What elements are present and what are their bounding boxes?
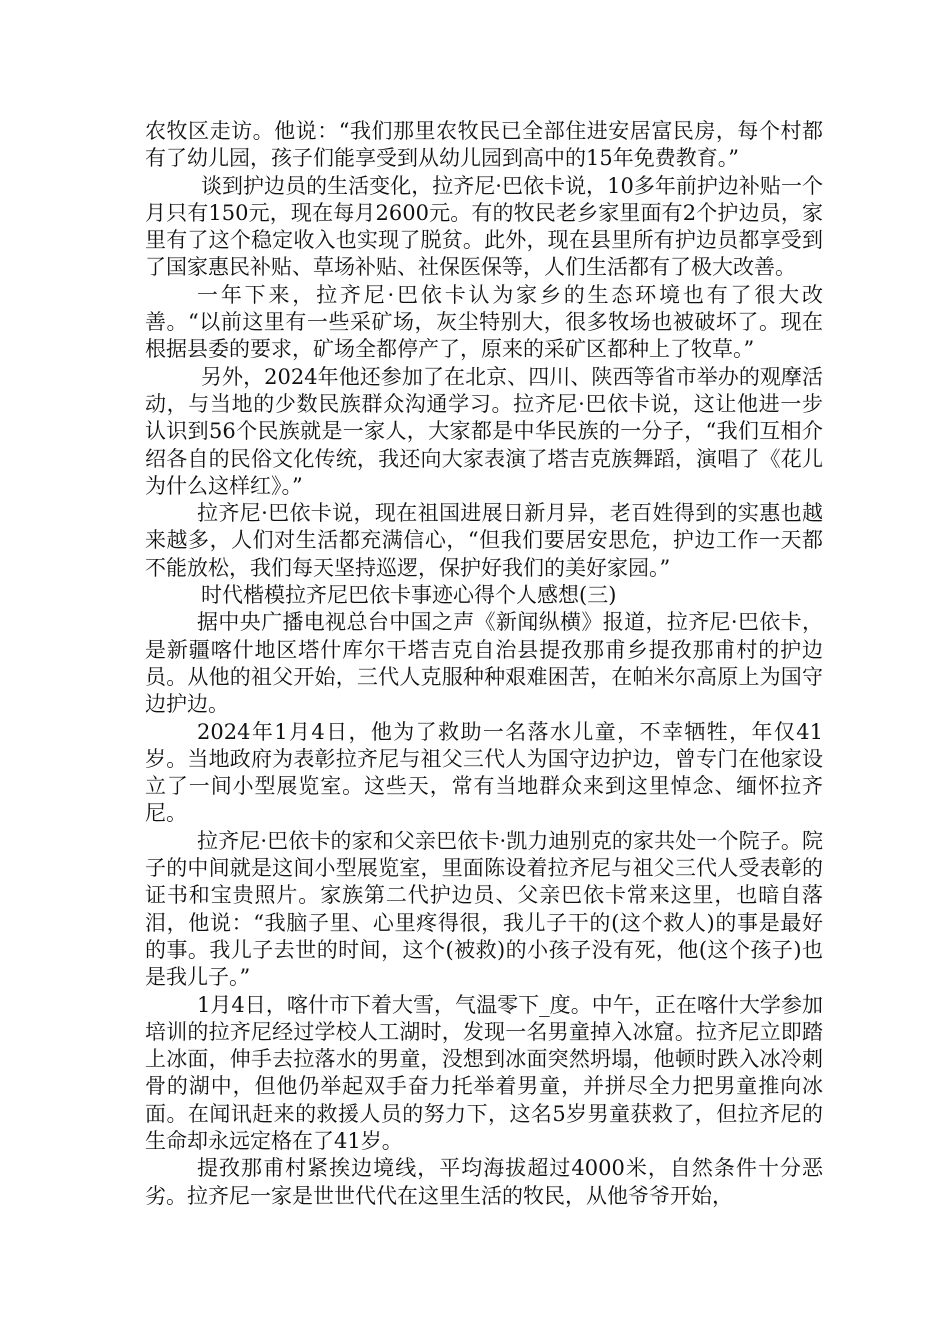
paragraph-7: 2024年1月4日，他为了救助一名落水儿童，不幸牺牲，年仅41岁。当地政府为表彰拉齐尼与祖父三代人为国守边护边，曾专门在他家设立了一间小型展览室。这些天，常有当地群众来到这里悼念、缅怀拉齐尼。 bbox=[145, 719, 823, 826]
paragraph-4: 另外，2024年他还参加了在北京、四川、陕西等省市举办的观摩活动，与当地的少数民族群众沟通学习。拉齐尼·巴依卡说，这让他进一步认识到56个民族就是一家人，大家都是中华民族的一分子，“我们互相介绍各自的民俗文化传统，我还向大家表演了塔吉克族舞蹈，演唱了《花儿为什么这样红》。” bbox=[145, 364, 823, 498]
paragraph-3: 一年下来，拉齐尼·巴依卡认为家乡的生态环境也有了很大改善。“以前这里有一些采矿场，灰尘特别大，很多牧场也被破坏了。现在根据县委的要求，矿场全都停产了，原来的采矿区都种上了牧草。” bbox=[145, 282, 823, 362]
paragraph-1: 农牧区走访。他说：“我们那里农牧民已全部住进安居富民房，每个村都有了幼儿园，孩子们能享受到从幼儿园到高中的15年免费教育。” bbox=[145, 119, 823, 171]
paragraph-9: 1月4日，喀什市下着大雪，气温零下_度。中午，正在喀什大学参加培训的拉齐尼经过学校人工湖时，发现一名男童掉入冰窟。拉齐尼立即踏上冰面，伸手去拉落水的男童，没想到冰面突然坍塌，他顿时跌入冰冷刺骨的湖中，但他仍举起双手奋力托举着男童，并拼尽全力把男童推向冰面。在闻讯赶来的救援人员的努力下，这名5岁男童获救了，但拉齐尼的生命却永远定格在了41岁。 bbox=[145, 992, 823, 1153]
paragraph-5: 拉齐尼·巴依卡说，现在祖国进展日新月异，老百姓得到的实惠也越来越多，人们对生活都充满信心，“但我们要居安思危，护边工作一天都不能放松，我们每天坚持巡逻，保护好我们的美好家园。” bbox=[145, 501, 823, 580]
paragraph-2: 谈到护边员的生活变化，拉齐尼·巴依卡说，10多年前护边补贴一个月只有150元，现在每月2600元。有的牧民老乡家里面有2个护边员，家里有了这个稳定收入也实现了脱贫。此外，现在县里所有护边员都享受到了国家惠民补贴、草场补贴、社保医保等，人们生活都有了极大改善。 bbox=[145, 173, 823, 280]
paragraph-10: 提孜那甫村紧挨边境线，平均海拔超过4000米，自然条件十分恶劣。拉齐尼一家是世世代代在这里生活的牧民，从他爷爷开始， bbox=[145, 1156, 823, 1208]
document-page bbox=[145, 118, 823, 1210]
paragraph-6: 据中央广播电视总台中国之声《新闻纵横》报道，拉齐尼·巴依卡，是新疆喀什地区塔什库尔干塔吉克自治县提孜那甫乡提孜那甫村的护边员。从他的祖父开始，三代人克服种种艰难困苦，在帕米尔高原上为国守边护边。 bbox=[145, 610, 823, 717]
paragraph-8: 拉齐尼·巴依卡的家和父亲巴依卡·凯力迪别克的家共处一个院子。院子的中间就是这间小型展览室，里面陈设着拉齐尼与祖父三代人受表彰的证书和宝贵照片。家族第二代护边员、父亲巴依卡常来这里，也暗自落泪，他说：“我脑子里、心里疼得很，我儿子干的(这个救人)的事是最好的事。我儿子去世的时间，这个(被救)的小孩子没有死，他(这个孩子)也是我儿子。” bbox=[145, 828, 823, 990]
section-heading: 时代楷模拉齐尼巴依卡事迹心得个人感想(三) bbox=[201, 583, 617, 608]
